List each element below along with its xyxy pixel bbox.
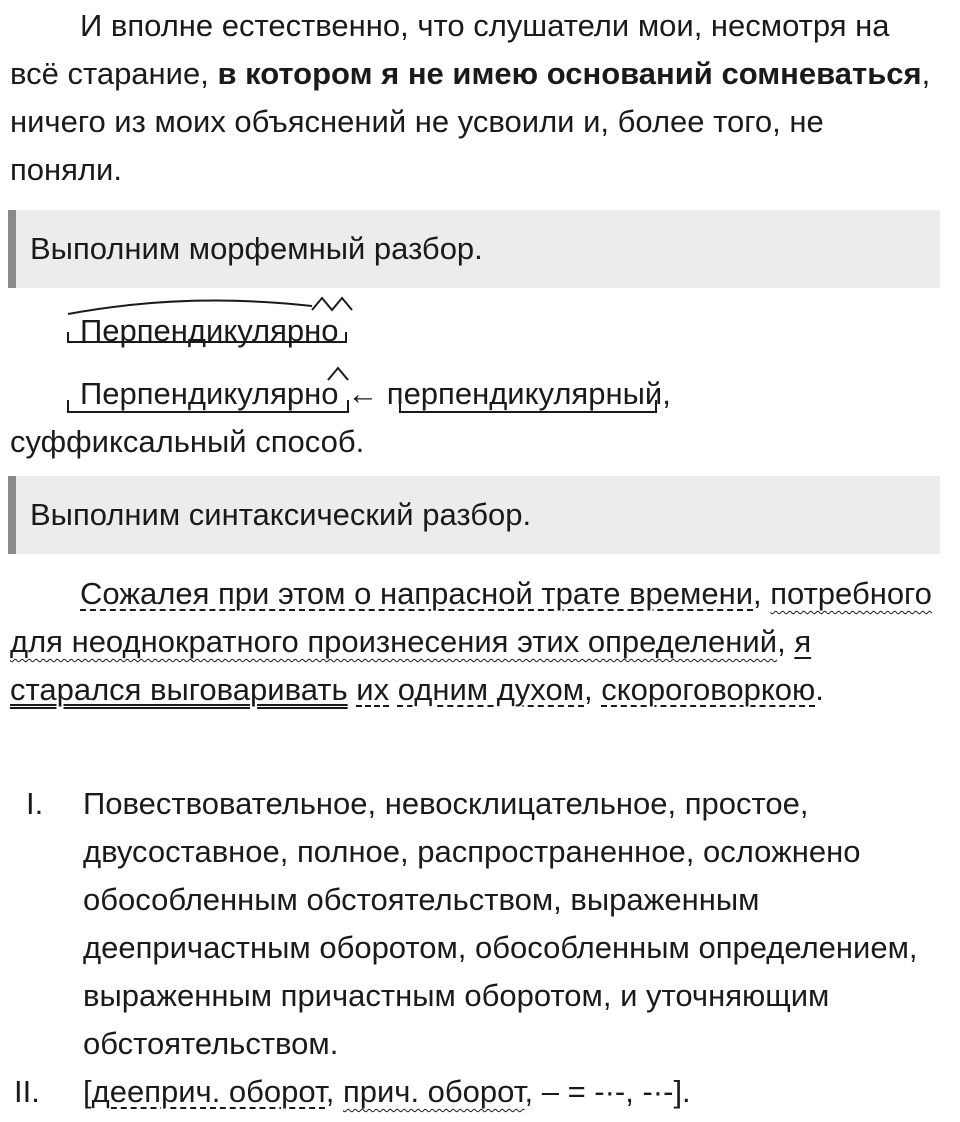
section-heading-syntax: Выполним синтаксический разбор.: [8, 476, 940, 554]
scheme-rest: , – = -·-, -·-].: [524, 1074, 691, 1109]
derived-word: Перпендикулярно: [80, 376, 339, 411]
adverbial-1: одним духом: [397, 672, 585, 707]
separator: ,: [325, 1074, 343, 1109]
list-text: Повествовательное, невосклицательное, простое, двусоставное, полное, распространенное, осложнено обособленным обстоятельством, выраженным деепричастным оборотом, обособленным определением, выраженным причастным оборотом, и уточняющим обстоятельством.: [83, 786, 918, 1061]
morphemic-word-line: [0, 307, 357, 355]
period: .: [815, 672, 824, 707]
comma: ,: [777, 624, 786, 659]
predicate: старался выговаривать: [10, 672, 348, 707]
sentence-scheme: [83, 1068, 950, 1116]
scheme-adverbial-participle: дееприч. оборот: [91, 1074, 326, 1109]
bracket: [: [83, 1074, 92, 1109]
adverbial-participle-phrase: Сожалея при этом о напрасной трате времени: [80, 576, 754, 611]
morphemic-word: Перпендикулярно: [80, 313, 339, 348]
section-heading-morphemic: Выполним морфемный разбор.: [8, 210, 940, 288]
intro-paragraph: [0, 2, 960, 194]
intro-text-1: И вполне естественно, что слушатели мои, несмотря на всё старание,: [10, 8, 890, 91]
subject: я: [794, 624, 812, 659]
intro-text-2: , ничего из моих объяснений не усвоили и, более того, не поняли.: [10, 56, 931, 187]
scheme-participial: прич. оборот: [342, 1074, 525, 1109]
derivation-method: суффиксальный способ.: [10, 424, 365, 459]
comma: ,: [662, 376, 671, 411]
comma: ,: [584, 672, 593, 707]
source-stem: перпендикулярн: [386, 376, 623, 411]
source-ending: ый: [622, 376, 663, 411]
arrow-left-icon: ←: [347, 376, 379, 411]
intro-bold-text: в котором я не имею оснований сомневаться: [217, 56, 922, 91]
list-number: II.: [14, 1074, 40, 1109]
syntax-sentence: [0, 570, 960, 714]
comma: ,: [753, 576, 762, 611]
list-item: [0, 780, 950, 1068]
adverbial-2: скороговоркою: [601, 672, 816, 707]
list-number: I.: [26, 786, 44, 821]
participial-phrase: потребного для неоднократного произнесения этих определений: [10, 576, 932, 659]
object: их: [356, 672, 390, 707]
analysis-list: [0, 780, 950, 1116]
list-item: [0, 1068, 950, 1116]
derivation-line: [0, 370, 960, 466]
